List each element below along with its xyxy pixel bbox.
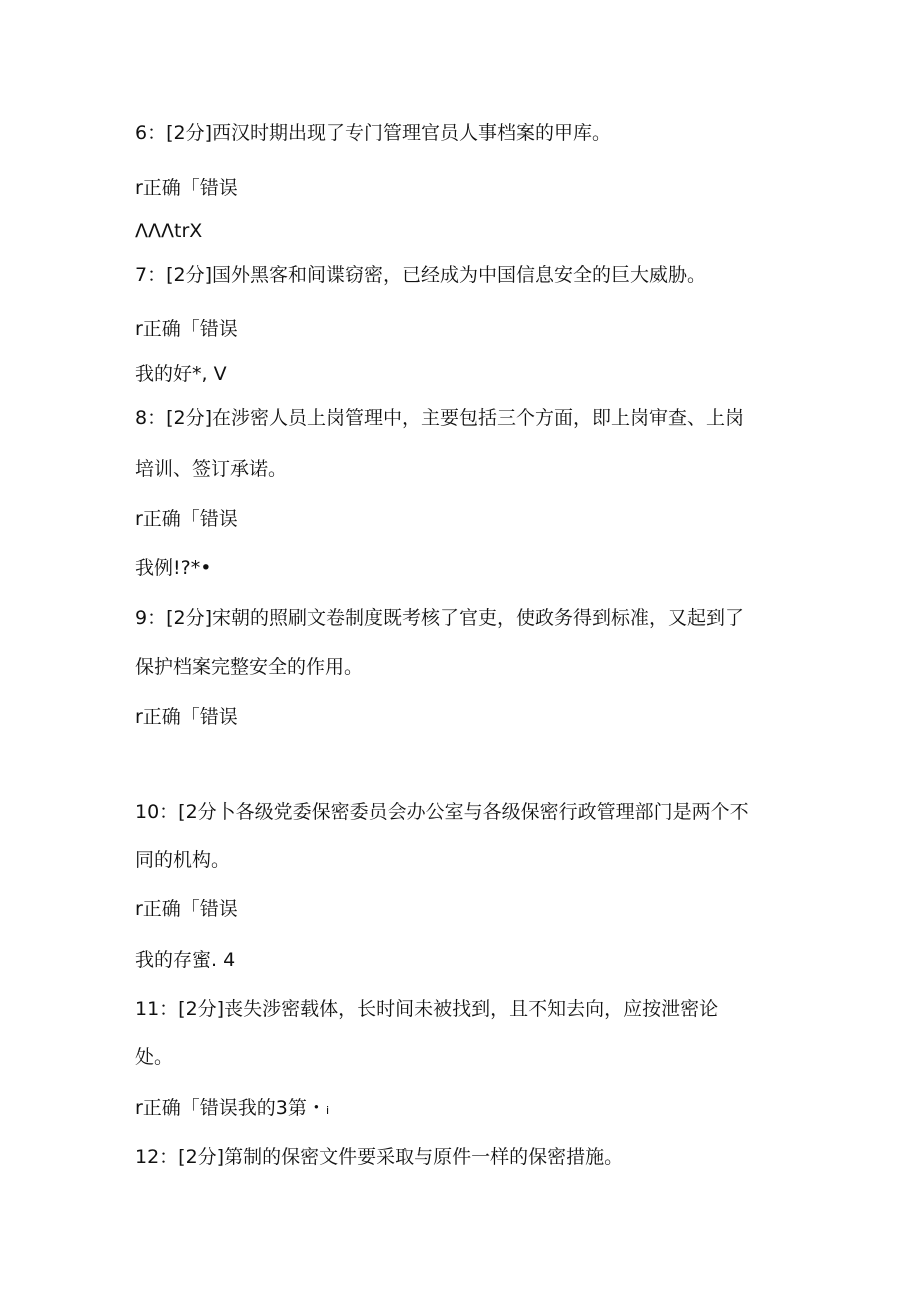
question-7-text: 7：[2分]国外黑客和间谍窃密，已经成为中国信息安全的巨大威胁。	[135, 264, 707, 286]
question-8-text-line-1: 8：[2分]在涉密人员上岗管理中，主要包括三个方面，即上岗审查、上岗	[135, 407, 745, 429]
question-10-text-line-2: 同的机构。	[135, 849, 231, 871]
question-9-text-line-2: 保护档案完整安全的作用。	[135, 656, 364, 678]
question-8-answer: 我例!?*•	[135, 557, 212, 579]
question-7-answer: 我的好*, V	[135, 363, 227, 385]
question-6-options[interactable]: r正确「错误	[135, 177, 238, 199]
question-6-text: 6：[2分]西汉时期出现了专门管理官员人事档案的甲库。	[135, 122, 612, 144]
question-10-options[interactable]: r正确「错误	[135, 898, 238, 920]
question-10-text-line-1: 10：[2分卜各级党委保密委员会办公室与各级保密行政管理部门是两个不	[135, 801, 749, 823]
question-7-options[interactable]: r正确「错误	[135, 318, 238, 340]
question-11-text-line-2: 处。	[135, 1046, 174, 1068]
question-11-options[interactable]: r正确「错误我的3第・ᵢ	[135, 1097, 330, 1119]
question-6-answer: ΛΛΛtrX	[135, 220, 203, 242]
question-9-options[interactable]: r正确「错误	[135, 706, 238, 728]
question-8-text-line-2: 培训、签订承诺。	[135, 458, 288, 480]
question-9-text-line-1: 9：[2分]宋朝的照刷文卷制度既考核了官吏，使政务得到标准，又起到了	[135, 607, 745, 629]
question-11-text-line-1: 11：[2分]丧失涉密载体，长时间未被找到，且不知去向，应按泄密论	[135, 998, 719, 1020]
question-8-options[interactable]: r正确「错误	[135, 508, 238, 530]
question-12-text: 12：[2分]第制的保密文件要采取与原件一样的保密措施。	[135, 1146, 624, 1168]
question-10-answer: 我的存蜜. 4	[135, 949, 236, 971]
